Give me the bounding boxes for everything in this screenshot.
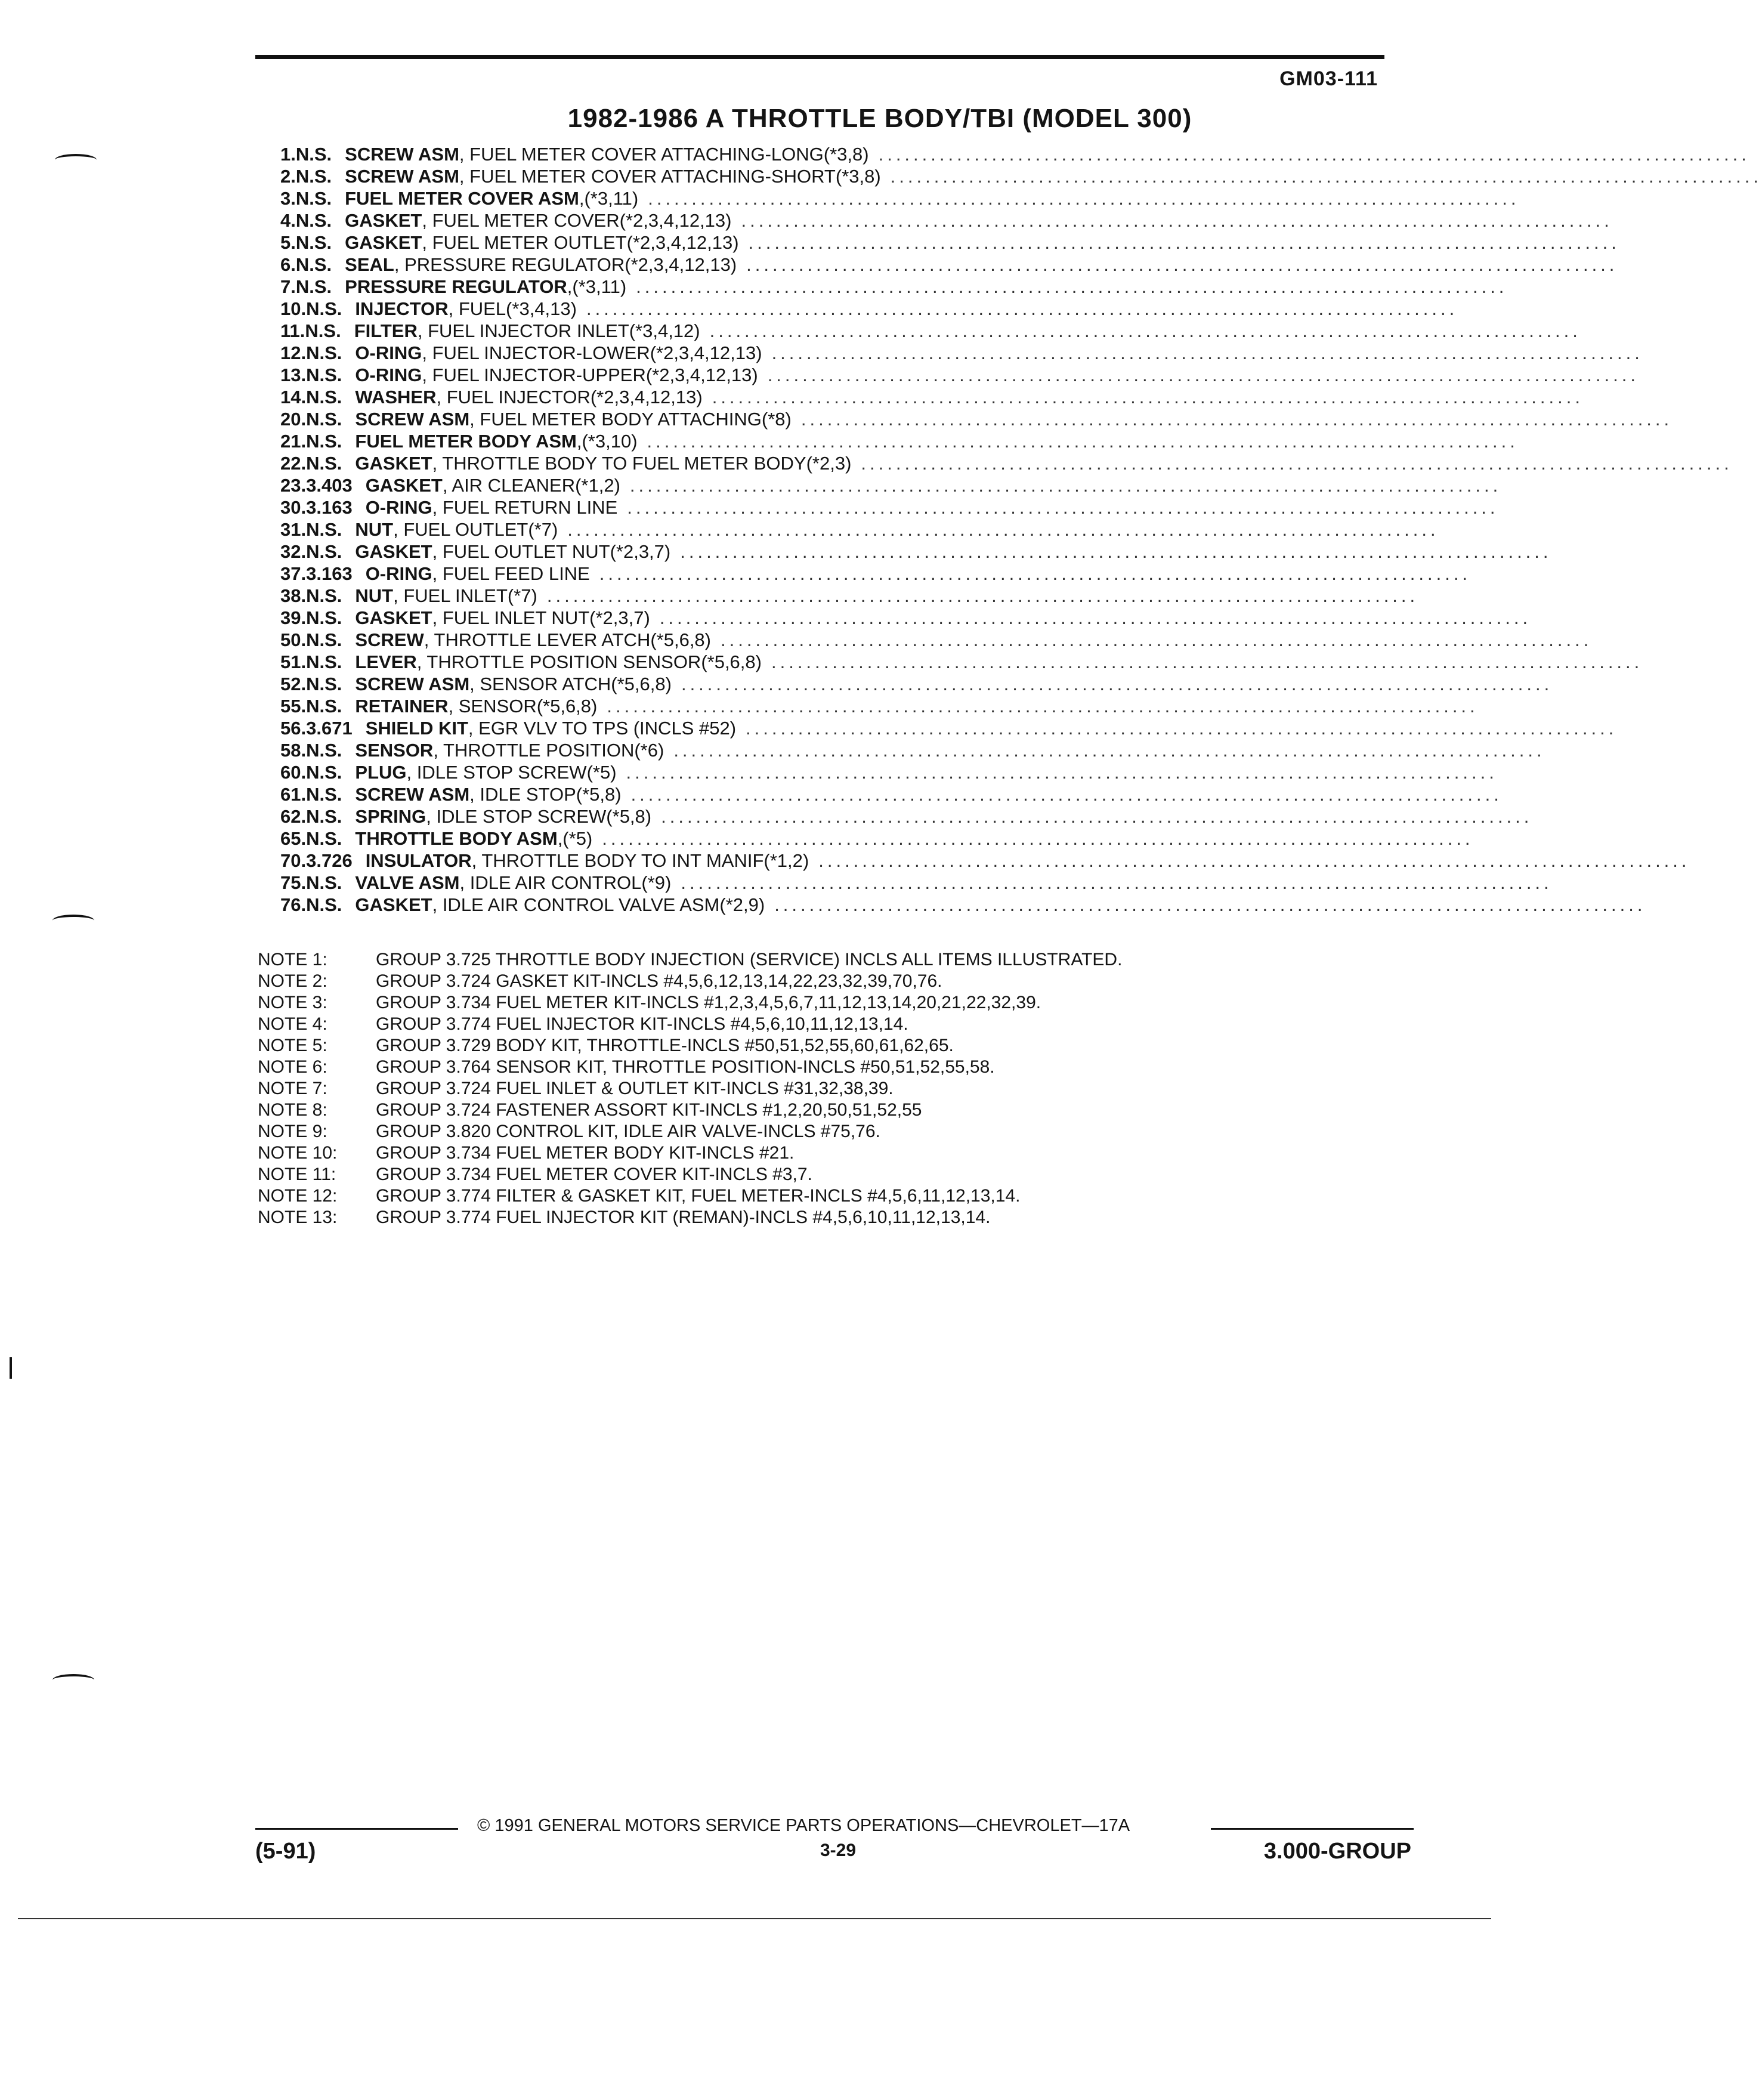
note-label: NOTE 5:: [258, 1036, 327, 1055]
note-label: NOTE 7:: [258, 1079, 327, 1098]
dot-leader: ....................................................................................................: [659, 607, 1532, 628]
part-row: [280, 143, 1750, 165]
part-description: ,(*3,11): [579, 188, 639, 209]
dot-leader: ....................................................................................................: [746, 718, 1618, 739]
part-group: N.S.: [306, 740, 342, 761]
note-label: NOTE 6:: [258, 1057, 327, 1077]
part-number: 23.: [280, 475, 307, 496]
part-row: [280, 496, 1499, 518]
binder-hole-mark: [52, 915, 94, 927]
part-row: [280, 386, 1584, 408]
part-row: [280, 651, 1643, 673]
note-row: [258, 1057, 1331, 1078]
dot-leader: ....................................................................................................: [602, 828, 1474, 849]
part-row: [280, 894, 1646, 916]
part-number: 12.: [280, 342, 307, 363]
part-description: , FUEL RETURN LINE: [432, 497, 618, 518]
part-name: GASKET: [355, 894, 432, 915]
note-text: GROUP 3.734 FUEL METER KIT-INCLS #1,2,3,4,5,6,7,11,12,13,14,20,21,22,32,39.: [376, 993, 1041, 1012]
part-description: , FUEL INJECTOR(*2,3,4,12,13): [436, 387, 703, 407]
note-row: [258, 1164, 1331, 1185]
part-number: 39.: [280, 607, 307, 628]
part-number: 21.: [280, 431, 307, 452]
part-name: SENSOR: [355, 740, 434, 761]
part-description: , FUEL INJECTOR INLET(*3,4,12): [417, 320, 700, 341]
dot-leader: ....................................................................................................: [636, 276, 1508, 297]
part-number: 30.: [280, 497, 307, 518]
part-description: , FUEL METER COVER ATTACHING-SHORT(*3,8): [459, 166, 881, 187]
footer-rule-left: [255, 1828, 458, 1830]
part-number: 60.: [280, 762, 307, 783]
note-label: NOTE 4:: [258, 1014, 327, 1034]
part-description: , FUEL METER COVER(*2,3,4,12,13): [422, 210, 732, 231]
part-row: [280, 209, 1613, 231]
part-group: N.S.: [295, 232, 332, 253]
part-group: N.S.: [306, 674, 342, 694]
part-row: [280, 518, 1439, 541]
part-name: SEAL: [345, 254, 394, 275]
part-description: ,(*3,10): [576, 431, 638, 452]
part-row: [280, 231, 1620, 254]
page-number: 3-29: [820, 1840, 857, 1860]
part-row: [280, 827, 1474, 850]
binder-hole-mark: [55, 154, 97, 166]
dot-leader: ....................................................................................................: [861, 453, 1733, 474]
note-row: [258, 1207, 1331, 1228]
notes-section: [258, 949, 1331, 1228]
part-description: , PRESSURE REGULATOR(*2,3,4,12,13): [394, 254, 737, 275]
note-text: GROUP 3.774 FUEL INJECTOR KIT (REMAN)-INCLS #4,5,6,10,11,12,13,14.: [376, 1208, 991, 1227]
part-name: THROTTLE BODY ASM: [355, 828, 558, 849]
part-row: [280, 430, 1519, 452]
part-description: , IDLE AIR CONTROL(*9): [459, 872, 672, 893]
part-group: 3.726: [306, 850, 353, 871]
part-number: 61.: [280, 784, 307, 805]
part-group: N.S.: [295, 188, 332, 209]
note-text: GROUP 3.734 FUEL METER COVER KIT-INCLS #3,7.: [376, 1165, 812, 1184]
part-description: , EGR VLV TO TPS (INCLS #52): [468, 718, 737, 739]
part-description: , FUEL METER BODY ATTACHING(*8): [469, 409, 792, 430]
part-group: N.S.: [306, 409, 342, 430]
part-description: , FUEL INLET NUT(*2,3,7): [432, 607, 650, 628]
part-name: FUEL METER BODY ASM: [355, 431, 577, 452]
dot-leader: ....................................................................................................: [771, 342, 1643, 363]
part-name: SCREW ASM: [355, 409, 470, 430]
dot-leader: ....................................................................................................: [878, 144, 1750, 165]
part-number: 55.: [280, 696, 307, 717]
part-row: [280, 165, 1762, 187]
part-name: GASKET: [365, 475, 443, 496]
part-row: [280, 673, 1553, 695]
part-number: 31.: [280, 519, 307, 540]
part-group: N.S.: [305, 320, 341, 341]
note-text: GROUP 3.724 FUEL INLET & OUTLET KIT-INCLS #31,32,38,39.: [376, 1079, 894, 1098]
part-name: FILTER: [354, 320, 418, 341]
part-group: N.S.: [306, 519, 342, 540]
part-group: N.S.: [295, 254, 332, 275]
note-label: NOTE 10:: [258, 1143, 338, 1163]
dot-leader: ....................................................................................................: [648, 188, 1520, 209]
document-code: GM03-111: [1279, 67, 1378, 90]
part-row: [280, 761, 1498, 783]
part-group: N.S.: [306, 387, 342, 407]
note-text: GROUP 3.729 BODY KIT, THROTTLE-INCLS #50,51,52,55,60,61,62,65.: [376, 1036, 954, 1055]
part-number: 32.: [280, 541, 307, 562]
note-text: GROUP 3.764 SENSOR KIT, THROTTLE POSITION-INCLS #50,51,52,55,58.: [376, 1057, 995, 1077]
part-name: SCREW: [355, 629, 424, 650]
dot-leader: ....................................................................................................: [890, 166, 1762, 187]
dot-leader: ....................................................................................................: [661, 806, 1533, 827]
part-number: 70.: [280, 850, 307, 871]
part-name: VALVE ASM: [355, 872, 460, 893]
part-number: 1.: [280, 144, 296, 165]
part-number: 10.: [280, 298, 307, 319]
part-description: , FUEL FEED LINE: [432, 563, 590, 584]
note-row: [258, 1185, 1331, 1207]
dot-leader: ....................................................................................................: [774, 894, 1646, 915]
part-group: N.S.: [306, 894, 342, 915]
group-code: 3.000-GROUP: [1263, 1839, 1411, 1864]
part-description: ,(*5): [557, 828, 593, 849]
part-row: [280, 783, 1503, 805]
part-number: 11.: [280, 320, 305, 341]
dot-leader: ....................................................................................................: [741, 210, 1613, 231]
dot-leader: ....................................................................................................: [771, 651, 1643, 672]
part-description: , IDLE AIR CONTROL VALVE ASM(*2,9): [432, 894, 765, 915]
revision-date: (5-91): [255, 1839, 316, 1864]
part-name: GASKET: [345, 232, 422, 253]
part-number: 62.: [280, 806, 307, 827]
part-number: 51.: [280, 651, 307, 672]
part-name: RETAINER: [355, 696, 449, 717]
part-name: GASKET: [345, 210, 422, 231]
part-group: N.S.: [306, 453, 342, 474]
dot-leader: ....................................................................................................: [627, 497, 1499, 518]
part-row: [280, 805, 1533, 827]
dot-leader: ....................................................................................................: [673, 740, 1545, 761]
part-group: 3.403: [306, 475, 353, 496]
part-group: N.S.: [306, 872, 342, 893]
part-row: [280, 541, 1552, 563]
part-number: 5.: [280, 232, 296, 253]
part-number: 37.: [280, 563, 307, 584]
part-number: 20.: [280, 409, 307, 430]
note-text: GROUP 3.774 FUEL INJECTOR KIT-INCLS #4,5,6,10,11,12,13,14.: [376, 1014, 908, 1034]
part-description: , IDLE STOP SCREW(*5): [406, 762, 617, 783]
part-name: INSULATOR: [365, 850, 472, 871]
part-description: , FUEL OUTLET NUT(*2,3,7): [432, 541, 671, 562]
copyright-line: © 1991 GENERAL MOTORS SERVICE PARTS OPERATIONS—CHEVROLET—17A: [477, 1816, 1130, 1835]
part-name: O-RING: [355, 342, 422, 363]
part-group: N.S.: [306, 607, 342, 628]
part-number: 22.: [280, 453, 307, 474]
part-row: [280, 474, 1502, 496]
part-name: INJECTOR: [355, 298, 449, 319]
note-label: NOTE 2:: [258, 971, 327, 991]
part-number: 13.: [280, 365, 307, 385]
dot-leader: ....................................................................................................: [746, 254, 1618, 275]
part-name: SCREW ASM: [345, 144, 459, 165]
part-number: 56.: [280, 718, 307, 739]
dot-leader: ....................................................................................................: [629, 475, 1502, 496]
part-group: 3.163: [306, 563, 353, 584]
note-label: NOTE 11:: [258, 1165, 336, 1184]
note-label: NOTE 1:: [258, 950, 327, 969]
part-group: N.S.: [306, 541, 342, 562]
part-name: PRESSURE REGULATOR: [345, 276, 567, 297]
dot-leader: ....................................................................................................: [800, 409, 1673, 430]
part-description: ,(*3,11): [567, 276, 627, 297]
part-number: 50.: [280, 629, 307, 650]
dot-leader: ....................................................................................................: [626, 762, 1498, 783]
part-description: , FUEL INJECTOR-LOWER(*2,3,4,12,13): [422, 342, 762, 363]
dot-leader: ....................................................................................................: [767, 365, 1639, 385]
note-row: [258, 1100, 1331, 1121]
note-label: NOTE 13:: [258, 1208, 338, 1227]
part-row: [280, 739, 1545, 761]
part-number: 7.: [280, 276, 296, 297]
part-description: , FUEL METER OUTLET(*2,3,4,12,13): [422, 232, 739, 253]
dot-leader: ....................................................................................................: [567, 519, 1439, 540]
part-group: N.S.: [306, 629, 342, 650]
note-text: GROUP 3.724 GASKET KIT-INCLS #4,5,6,12,13,14,22,23,32,39,70,76.: [376, 971, 942, 991]
dot-leader: ....................................................................................................: [630, 784, 1503, 805]
note-row: [258, 992, 1331, 1014]
part-group: N.S.: [306, 585, 342, 606]
part-number: 4.: [280, 210, 296, 231]
part-description: , THROTTLE LEVER ATCH(*5,6,8): [424, 629, 711, 650]
part-description: , FUEL INLET(*7): [393, 585, 537, 606]
part-name: SHIELD KIT: [365, 718, 468, 739]
part-description: , SENSOR(*5,6,8): [448, 696, 598, 717]
part-group: N.S.: [295, 276, 332, 297]
part-name: O-RING: [365, 497, 432, 518]
dot-leader: ....................................................................................................: [721, 629, 1593, 650]
part-name: NUT: [355, 519, 394, 540]
note-text: GROUP 3.734 FUEL METER BODY KIT-INCLS #21.: [376, 1143, 795, 1163]
part-name: O-RING: [355, 365, 422, 385]
dot-leader: ....................................................................................................: [681, 674, 1553, 694]
part-group: N.S.: [306, 365, 342, 385]
part-description: , FUEL(*3,4,13): [448, 298, 577, 319]
part-row: [280, 695, 1479, 717]
note-label: NOTE 12:: [258, 1186, 338, 1206]
edge-mark: [10, 1357, 12, 1379]
part-name: GASKET: [355, 607, 432, 628]
part-name: O-RING: [365, 563, 432, 584]
part-number: 38.: [280, 585, 307, 606]
part-name: SPRING: [355, 806, 426, 827]
dot-leader: ....................................................................................................: [712, 387, 1584, 407]
note-row: [258, 949, 1331, 971]
part-group: N.S.: [295, 210, 332, 231]
part-group: N.S.: [306, 828, 342, 849]
part-group: N.S.: [295, 166, 332, 187]
part-description: , THROTTLE POSITION(*6): [433, 740, 664, 761]
note-text: GROUP 3.725 THROTTLE BODY INJECTION (SERVICE) INCLS ALL ITEMS ILLUSTRATED.: [376, 950, 1123, 969]
note-label: NOTE 8:: [258, 1100, 327, 1120]
part-row: [280, 607, 1532, 629]
part-group: 3.163: [306, 497, 353, 518]
binder-hole-mark: [52, 1674, 94, 1686]
part-row: [280, 364, 1639, 386]
part-row: [280, 850, 1690, 872]
dot-leader: ....................................................................................................: [680, 541, 1552, 562]
note-text: GROUP 3.774 FILTER & GASKET KIT, FUEL METER-INCLS #4,5,6,11,12,13,14.: [376, 1186, 1021, 1206]
part-name: SCREW ASM: [355, 674, 470, 694]
part-description: , THROTTLE POSITION SENSOR(*5,6,8): [416, 651, 762, 672]
bottom-rule: [18, 1918, 1491, 1919]
part-description: , FUEL INJECTOR-UPPER(*2,3,4,12,13): [422, 365, 758, 385]
part-description: , FUEL METER COVER ATTACHING-LONG(*3,8): [459, 144, 869, 165]
part-name: FUEL METER COVER ASM: [345, 188, 579, 209]
note-row: [258, 971, 1331, 992]
page-title: 1982-1986 A THROTTLE BODY/TBI (MODEL 300): [567, 104, 1192, 133]
part-group: N.S.: [306, 696, 342, 717]
part-group: N.S.: [306, 762, 342, 783]
dot-leader: ....................................................................................................: [546, 585, 1419, 606]
part-number: 14.: [280, 387, 307, 407]
part-description: , THROTTLE BODY TO FUEL METER BODY(*2,3): [432, 453, 852, 474]
dot-leader: ....................................................................................................: [647, 431, 1519, 452]
part-description: , THROTTLE BODY TO INT MANIF(*1,2): [471, 850, 809, 871]
part-number: 58.: [280, 740, 307, 761]
part-number: 3.: [280, 188, 296, 209]
part-description: , IDLE STOP(*5,8): [469, 784, 622, 805]
part-group: N.S.: [306, 298, 342, 319]
dot-leader: ....................................................................................................: [818, 850, 1690, 871]
part-number: 2.: [280, 166, 296, 187]
part-number: 6.: [280, 254, 296, 275]
part-group: N.S.: [306, 651, 342, 672]
part-row: [280, 187, 1520, 209]
part-description: , SENSOR ATCH(*5,6,8): [469, 674, 672, 694]
part-name: SCREW ASM: [355, 784, 470, 805]
dot-leader: ....................................................................................................: [748, 232, 1620, 253]
note-row: [258, 1078, 1331, 1100]
part-group: N.S.: [306, 342, 342, 363]
note-label: NOTE 9:: [258, 1122, 327, 1141]
top-rule: [255, 55, 1384, 59]
part-name: WASHER: [355, 387, 437, 407]
part-group: 3.671: [306, 718, 353, 739]
part-name: GASKET: [355, 541, 432, 562]
part-number: 65.: [280, 828, 307, 849]
part-row: [280, 342, 1643, 364]
part-name: SCREW ASM: [345, 166, 459, 187]
part-row: [280, 254, 1618, 276]
part-row: [280, 872, 1553, 894]
note-row: [258, 1035, 1331, 1057]
note-row: [258, 1142, 1331, 1164]
part-name: NUT: [355, 585, 394, 606]
dot-leader: ....................................................................................................: [607, 696, 1479, 717]
note-row: [258, 1014, 1331, 1035]
parts-list: [280, 143, 1762, 916]
part-row: [280, 629, 1593, 651]
part-row: [280, 320, 1581, 342]
part-row: [280, 717, 1618, 739]
part-description: , AIR CLEANER(*1,2): [442, 475, 620, 496]
part-row: [280, 276, 1508, 298]
note-text: GROUP 3.820 CONTROL KIT, IDLE AIR VALVE-INCLS #75,76.: [376, 1122, 880, 1141]
part-name: LEVER: [355, 651, 417, 672]
dot-leader: ....................................................................................................: [681, 872, 1553, 893]
part-number: 52.: [280, 674, 307, 694]
part-group: N.S.: [306, 806, 342, 827]
part-row: [280, 563, 1472, 585]
part-group: N.S.: [306, 784, 342, 805]
part-number: 76.: [280, 894, 307, 915]
part-number: 75.: [280, 872, 307, 893]
footer-rule-right: [1211, 1828, 1414, 1830]
part-group: N.S.: [306, 431, 342, 452]
part-description: , FUEL OUTLET(*7): [393, 519, 558, 540]
part-name: PLUG: [355, 762, 407, 783]
part-name: GASKET: [355, 453, 432, 474]
part-description: , IDLE STOP SCREW(*5,8): [426, 806, 652, 827]
dot-leader: ....................................................................................................: [586, 298, 1458, 319]
part-row: [280, 585, 1419, 607]
note-label: NOTE 3:: [258, 993, 327, 1012]
dot-leader: ....................................................................................................: [709, 320, 1581, 341]
part-row: [280, 452, 1733, 474]
part-row: [280, 408, 1673, 430]
part-group: N.S.: [295, 144, 332, 165]
dot-leader: ....................................................................................................: [599, 563, 1472, 584]
part-row: [280, 298, 1458, 320]
note-text: GROUP 3.724 FASTENER ASSORT KIT-INCLS #1,2,20,50,51,52,55: [376, 1100, 922, 1120]
note-row: [258, 1121, 1331, 1142]
